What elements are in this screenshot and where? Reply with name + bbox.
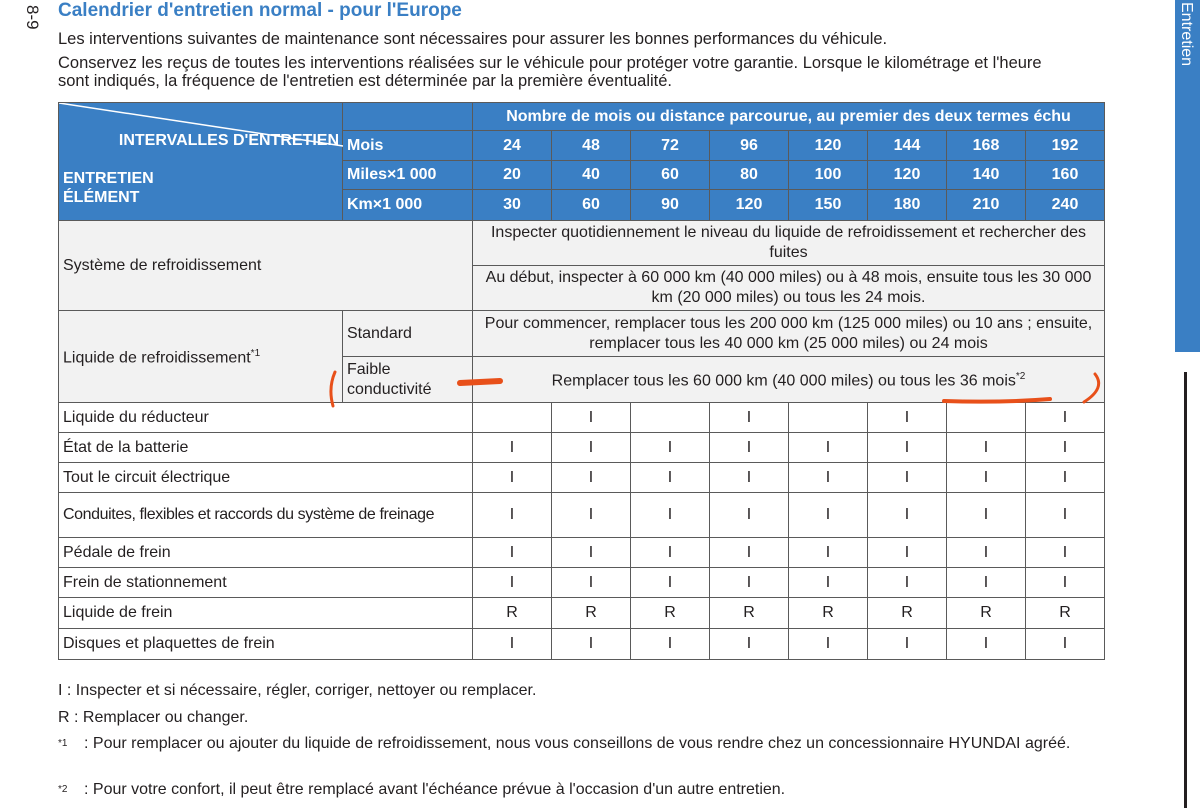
span-header: Nombre de mois ou distance parcourue, au premier des deux termes échu <box>473 103 1105 131</box>
row-label-coolant: Liquide de refroidissement$^{*1}$ <box>59 311 343 403</box>
coolant-low-note: Remplacer tous les 60 000 km (40 000 miles) ou tous les 36 mois$^{*2}$ <box>473 357 1105 403</box>
table-row: Frein de stationnement I I I I I I I I <box>59 568 1105 598</box>
unit-row-months: Mois 24 48 72 96 120 144 168 192 <box>59 131 1105 161</box>
footnote-2: $^{*2}$ : Pour votre confort, il peut être remplacé avant l'échéance prévue à l'occasion d'un autre entretien. <box>58 781 786 798</box>
unit-row-km: Km×1 000 30 60 90 120 150 180 210 240 <box>59 190 1105 221</box>
legend-r: R : Remplacer ou changer. <box>58 709 249 726</box>
footnote-1: $^{*1}$ : Pour remplacer ou ajouter du liquide de refroidissement, nous vous conseillons de vous rendre chez un concessionnaire HYUNDAI agréé. <box>58 735 1071 752</box>
table-row: Disques et plaquettes de frein I I I I I I I I <box>59 629 1105 660</box>
legend-i: I : Inspecter et si nécessaire, régler, corriger, nettoyer ou remplacer. <box>58 682 537 699</box>
side-tab[interactable]: Entretien <box>1175 0 1200 352</box>
cooling-note-2: Au début, inspecter à 60 000 km (40 000 miles) ou à 48 mois, ensuite tous les 30 000 km (20 000 miles) ou tous les 24 mois. <box>473 266 1105 311</box>
table-row: Liquide de frein R R R R R R R R <box>59 598 1105 629</box>
annotation-bracket-left <box>331 372 335 406</box>
table-row: Conduites, flexibles et raccords du système de freinage I I I I I I I I <box>59 493 1105 538</box>
row-label-cooling-system: Système de refroidissement <box>59 221 473 311</box>
intro-line-2: Conservez les reçus de toutes les interventions réalisées sur le véhicule pour protéger votre garantie. Lorsque le kilométrage et l'heure sont indiqués, la fréquence de l'entretien est déterminée par la première éventualité. <box>58 54 1042 90</box>
cooling-note-1: Inspecter quotidiennement le niveau du liquide de refroidissement et rechercher des fuites <box>473 221 1105 266</box>
annotation-dash <box>460 381 500 383</box>
annotation-underline <box>944 399 1050 402</box>
annotation-bracket-right <box>1084 374 1099 402</box>
coolant-low-label: Faible conductivité <box>343 357 473 403</box>
intro-line-1: Les interventions suivantes de maintenance sont nécessaires pour assurer les bonnes performances du véhicule. <box>58 30 888 48</box>
table-row: Pédale de frein I I I I I I I I <box>59 538 1105 568</box>
table-row: État de la batterie I I I I I I I I <box>59 433 1105 463</box>
corner-bottom-label: ENTRETIEN ÉLÉMENT <box>63 170 154 206</box>
coolant-standard-note: Pour commencer, remplacer tous les 200 000 km (125 000 miles) ou 10 ans ; ensuite, remplacer tous les 40 000 km (25 000 miles) ou 24 mois <box>473 311 1105 357</box>
unit-row-miles: Miles×1 000 20 40 60 80 100 120 140 160 <box>59 161 1105 190</box>
page-number: 8-9 <box>23 5 42 30</box>
page-title: Calendrier d'entretien normal - pour l'Europe <box>58 0 462 21</box>
table-row: Tout le circuit électrique I I I I I I I I <box>59 463 1105 493</box>
coolant-standard-label: Standard <box>343 311 473 357</box>
corner-top-label: INTERVALLES D'ENTRETIEN <box>118 132 339 149</box>
table-row: Liquide du réducteur I I I I <box>59 403 1105 433</box>
